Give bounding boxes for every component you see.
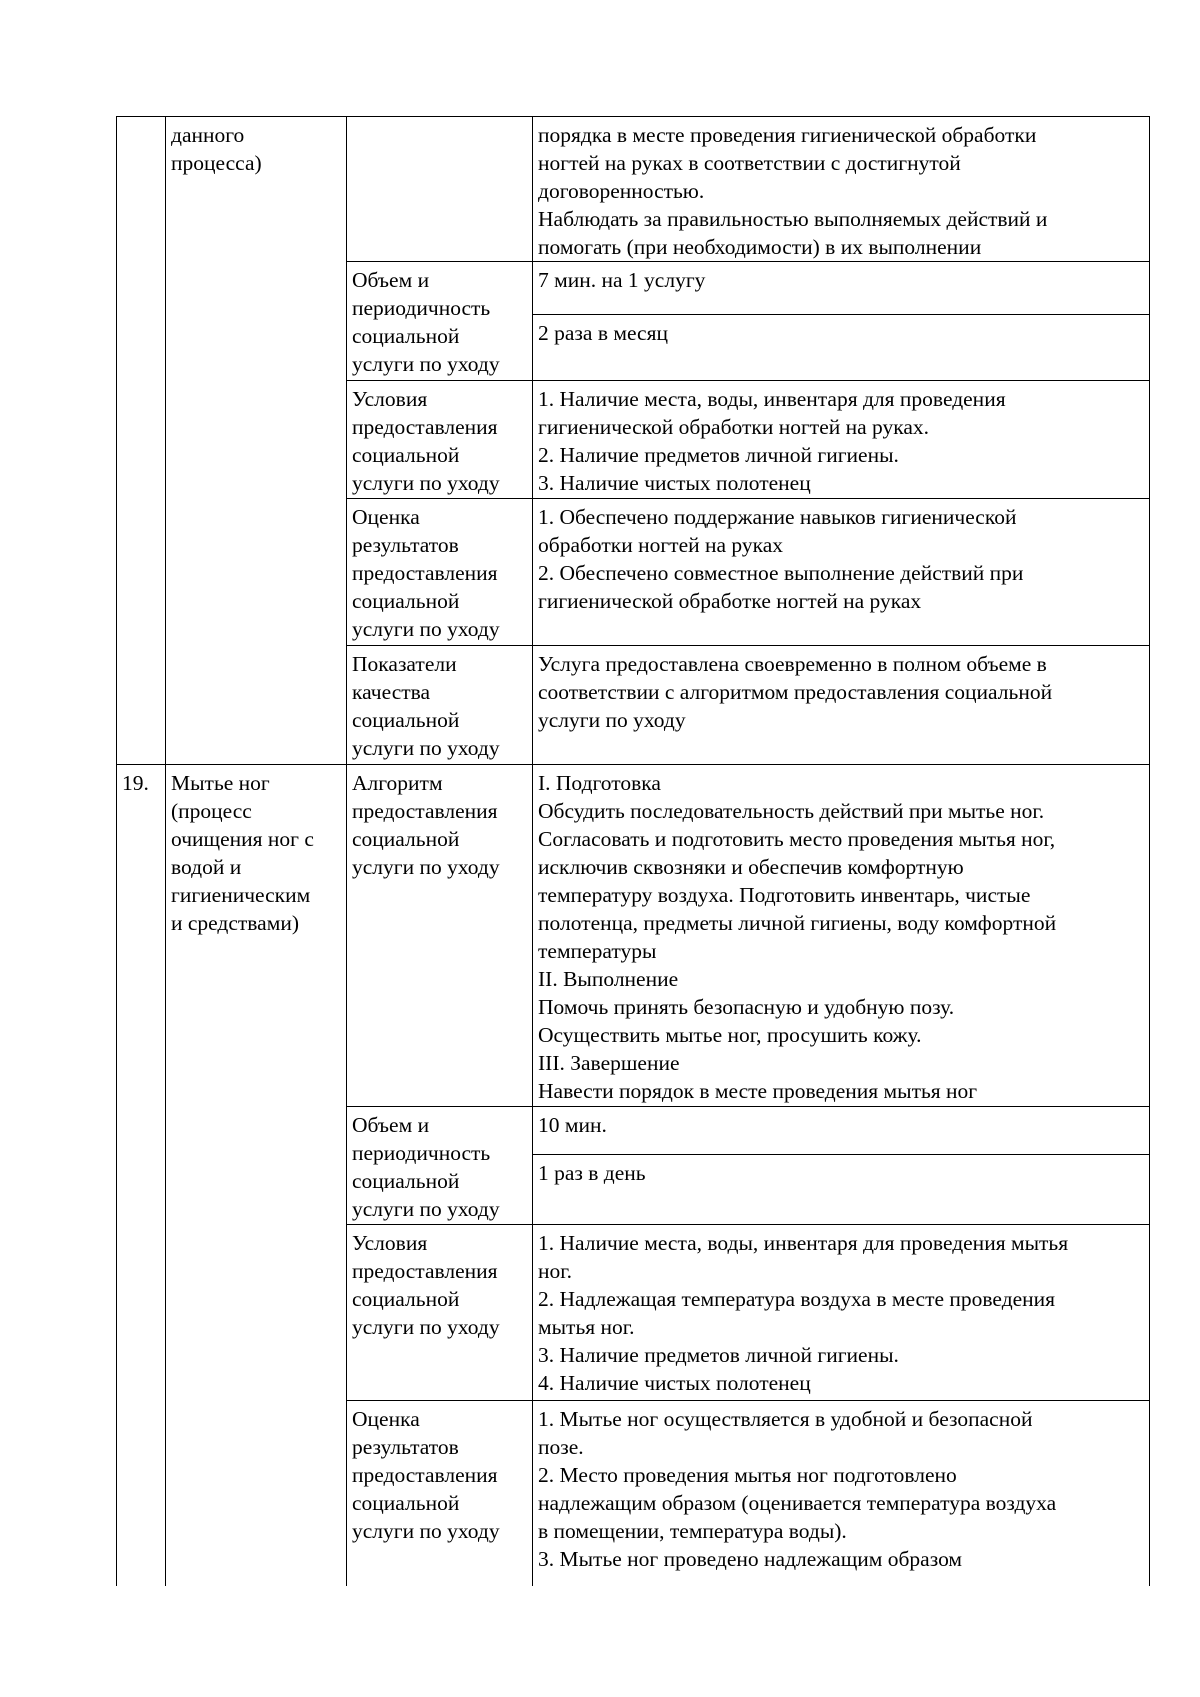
table-border-col1 <box>165 116 166 1586</box>
detail-label-quality: Показатели качества социальной услуги по уходу <box>352 652 500 760</box>
table-border-row-separator <box>116 764 1150 765</box>
detail-label-volume: Объем и периодичность социальной услуги по уходу <box>352 1113 500 1221</box>
table-border <box>346 1400 1150 1401</box>
detail-value-conditions: 1. Наличие места, воды, инвентаря для проведения мытья ног. 2. Надлежащая температура воздуха в месте проведения мытья ног. 3. Наличие предметов личной гигиены. 4. Наличие чистых полотенец <box>538 1231 1069 1395</box>
detail-value-duration: 7 мин. на 1 услугу <box>538 268 706 292</box>
detail-value-evaluation: 1. Мытье ног осуществляется в удобной и безопасной позе. 2. Место проведения мытья ног подготовлено надлежащим образом (оценивается температура воздуха в помещении, температура воды). 3. Мытье ног проведено надлежащим образом <box>538 1407 1057 1571</box>
table-border <box>346 1106 1150 1107</box>
table-border-col3 <box>532 116 533 1586</box>
detail-value-frequency: 1 раз в день <box>538 1161 646 1185</box>
detail-label-algorithm: Алгоритм предоставления социальной услуги по уходу <box>352 771 500 879</box>
detail-label-evaluation: Оценка результатов предоставления социальной услуги по уходу <box>352 1407 500 1543</box>
table-border-right <box>1149 116 1150 1586</box>
detail-value-duration: 10 мин. <box>538 1113 607 1137</box>
detail-label-conditions: Условия предоставления социальной услуги по уходу <box>352 1231 500 1339</box>
row-number: 19. <box>122 771 149 795</box>
detail-value-quality: Услуга предоставлена своевременно в полном объеме в соответствии с алгоритмом предоставления социальной услуги по уходу <box>538 652 1053 732</box>
detail-value-algorithm: I. Подготовка Обсудить последовательность действий при мытье ног. Согласовать и подготовить место проведения мытья ног, исключив сквозняки и обеспечив комфортную температуру воздуха. Подготовить инвентарь, чистые полотенца, предметы личной гигиены, воду комфортной температуры II. Выполнение Помочь принять безопасную и удобную позу. Осуществить мытье ног, просушить кожу. III. Завершение Навести порядок в месте проведения мытья ног <box>538 771 1057 1103</box>
table-border <box>532 1154 1150 1155</box>
table-border-col2 <box>346 116 347 1586</box>
table-border <box>346 1224 1150 1225</box>
table-border <box>346 645 1150 646</box>
table-border <box>346 380 1150 381</box>
detail-label-conditions: Условия предоставления социальной услуги по уходу <box>352 387 500 495</box>
detail-value-evaluation: 1. Обеспечено поддержание навыков гигиенической обработки ногтей на руках 2. Обеспечено совместное выполнение действий при гигиенической обработке ногтей на руках <box>538 505 1024 613</box>
detail-label-volume: Объем и периодичность социальной услуги по уходу <box>352 268 500 376</box>
table-border-left <box>116 116 117 1586</box>
detail-label-evaluation: Оценка результатов предоставления социальной услуги по уходу <box>352 505 500 641</box>
detail-value-frequency: 2 раза в месяц <box>538 321 668 345</box>
table-border <box>532 314 1150 315</box>
detail-value-conditions: 1. Наличие места, воды, инвентаря для проведения гигиенической обработки ногтей на руках. 2. Наличие предметов личной гигиены. 3. Наличие чистых полотенец <box>538 387 1006 495</box>
service-name: данного процесса) <box>171 123 262 175</box>
detail-value-algorithm: порядка в месте проведения гигиенической обработки ногтей на руках в соответствии с достигнутой договоренностью. Наблюдать за правильностью выполняемых действий и помогать (при необходимости) в их выполнении <box>538 123 1048 259</box>
service-name: Мытье ног (процесс очищения ног с водой и гигиеническим и средствами) <box>171 771 314 935</box>
table-border <box>346 261 1150 262</box>
table-border-top <box>116 116 1150 117</box>
table-border <box>346 498 1150 499</box>
